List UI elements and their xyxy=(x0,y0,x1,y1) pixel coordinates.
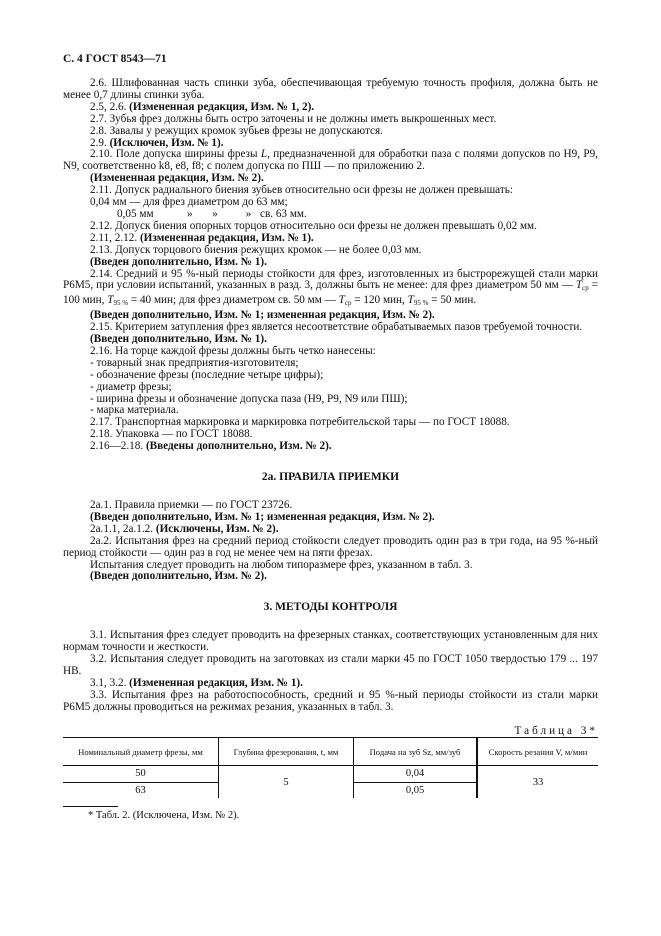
ditto-marks: » » » xyxy=(187,207,252,220)
para-3-1: 3.1. Испытания фрез следует проводить на фрезерных станках, соответствующих установленным для них нормам точности и жесткости. xyxy=(63,629,598,654)
symbol-T: T xyxy=(338,294,345,307)
text: 0,05 мм xyxy=(117,207,154,220)
note-number: 2.16—2.18. xyxy=(90,440,144,453)
note-number: 2.5, 2.6. xyxy=(90,100,127,113)
para-3-3: 3.3. Испытания фрез на работоспособность, средний и 95 %-ный периоды стойкости из стали марки Р6М5 должны проводиться на режимах резания, указанных в табл. 3. xyxy=(63,688,598,713)
table-cell: 63 xyxy=(63,782,219,798)
amendment-note xyxy=(63,441,598,453)
footnote-divider xyxy=(63,806,118,807)
amendment-note xyxy=(63,102,598,114)
subscript: 95 % xyxy=(413,299,429,308)
text: 2.14. Средний и 95 %-ный периоды стойкости для фрез, изготовленных из быстрорежущей стали марки Р6М5, при условии испытаний, указанных в разд. 3, должны быть не менее: для фрез диаметром 50 мм — xyxy=(63,267,598,292)
table-header-row xyxy=(63,738,598,766)
para-2-16: 2.16. На торце каждой фрезы должны быть четко нанесены: xyxy=(90,344,376,357)
para-2-14 xyxy=(63,269,598,311)
para-2-17: 2.17. Транспортная маркировка и маркировка потребительской тары — по ГОСТ 18088. xyxy=(90,416,510,429)
list-item: - диаметр фрезы; xyxy=(90,380,172,393)
text: св. 63 мм. xyxy=(260,207,307,220)
column-header: Глубина фрезерования, t, мм xyxy=(219,738,354,766)
para-2a-2: 2а.2. Испытания фрез на средний период стойкости следует проводить один раз в три года, на 95 %-ный период стойкости — один раз в год не менее чем на пяти фрезах. xyxy=(63,534,598,559)
text: = 40 мин; для фрез диаметром св. 50 мм — xyxy=(128,294,339,307)
column-header: Номинальный диаметр фрезы, мм xyxy=(63,738,219,766)
note-number: 2а.1.1, 2а.1.2. xyxy=(90,522,154,535)
symbol-T: T xyxy=(107,294,114,307)
table-cell: 5 xyxy=(219,766,354,799)
para-2-10 xyxy=(63,149,598,173)
amendment-note xyxy=(63,233,598,245)
para-2a-1-1 xyxy=(63,524,598,536)
para-2-11-a: 0,04 мм — для фрез диаметром до 63 мм; xyxy=(90,196,288,209)
table-cell: 50 xyxy=(63,766,219,783)
table-caption: Таблица 3* xyxy=(514,724,598,737)
note-text: (Введен дополнительно, Изм. № 1). xyxy=(90,255,267,268)
amendment-note xyxy=(63,571,598,583)
para-2-13: 2.13. Допуск торцового биения режущих кромок — не более 0,03 мм. xyxy=(90,243,422,256)
table-cell: 33 xyxy=(532,776,544,788)
footnote: * Табл. 2. (Исключена, Изм. № 2). xyxy=(88,810,240,821)
table-cell: 0,05 xyxy=(354,782,478,798)
page-header: С. 4 ГОСТ 8543—71 xyxy=(63,53,167,65)
subscript: ср xyxy=(582,284,589,293)
document-body xyxy=(63,78,598,738)
section-heading-3: 3. МЕТОДЫ КОНТРОЛЯ xyxy=(263,601,398,614)
para-2a-2-b: Испытания следует проводить на любом типоразмере фрез, указанном в табл. 3. xyxy=(90,558,473,571)
column-header: Скорость резания V, м/мин xyxy=(477,738,598,766)
para-2-6: 2.6. Шлифованная часть спинки зуба, обеспечивающая требуемую точность профиля, должна быть не менее 0,7 длины спинки зуба. xyxy=(63,77,598,101)
para-2-18: 2.18. Упаковка — по ГОСТ 18088. xyxy=(90,428,253,441)
text: , предназначенной для обработки паза с полями допусков по H9, P9, N9, соответственно k8, e8, f8; с полем допуска по ПШ — по приложению 2. xyxy=(63,148,598,173)
cutting-modes-table xyxy=(63,737,598,798)
para-2-8: 2.8. Завалы у режущих кромок зубьев фрезы не допускаются. xyxy=(90,124,383,137)
subscript: ср xyxy=(344,299,352,308)
column-header: Подача на зуб Sz, мм/зуб xyxy=(354,738,478,766)
list-item: - марка материала. xyxy=(90,404,179,417)
note-number: 2.9. xyxy=(90,136,107,149)
section-heading-2a: 2а. ПРАВИЛА ПРИЕМКИ xyxy=(261,471,400,484)
list-item: - обозначение фрезы (последние четыре цифры); xyxy=(90,368,324,381)
subscript: 95 % xyxy=(113,299,129,308)
list-item: - товарный знак предприятия-изготовителя; xyxy=(90,356,299,369)
note-text: (Введен дополнительно, Изм. № 2). xyxy=(90,570,267,583)
note-text: (Введен дополнительно, Изм. № 1; измененная редакция, Изм. № 2). xyxy=(90,309,435,322)
text: = 120 мин, xyxy=(351,294,408,307)
note-text: (Исключены, Изм. № 2). xyxy=(155,522,279,535)
note-text: (Исключен, Изм. № 1). xyxy=(109,136,224,149)
note-text: (Измененная редакция, Изм. № 2). xyxy=(90,172,264,185)
symbol-L: L xyxy=(260,148,268,161)
note-number: 3.1, 3.2. xyxy=(90,676,127,689)
text: 2.10. Поле допуска ширины фрезы xyxy=(90,148,261,161)
text: = 50 мин. xyxy=(428,294,477,307)
note-text: (Введен дополнительно, Изм. № 1; измененная редакция, Изм. № 2). xyxy=(90,510,435,523)
note-text: (Измененная редакция, Изм. № 1). xyxy=(129,676,303,689)
para-2-15: 2.15. Критерием затупления фрез является несоответствие обрабатываемых пазов требуемой точности. xyxy=(90,321,583,334)
amendment-note xyxy=(63,678,598,690)
para-2-11: 2.11. Допуск радиального биения зубьев относительно оси фрезы не должен превышать: xyxy=(90,184,513,197)
para-2a-1: 2а.1. Правила приемки — по ГОСТ 23726. xyxy=(90,499,293,511)
symbol-T: T xyxy=(407,294,414,307)
note-text: (Введен дополнительно, Изм. № 1). xyxy=(90,333,267,346)
note-text: (Измененная редакция, Изм. № 1, 2). xyxy=(129,100,315,113)
note-text: (Измененная редакция, Изм. № 1). xyxy=(139,231,314,244)
para-2-7: 2.7. Зубья фрез должны быть остро заточены и не должны иметь выкрошенных мест. xyxy=(90,112,497,125)
table-row xyxy=(63,766,598,783)
symbol-T: T xyxy=(575,279,583,292)
table-cell: 0,04 xyxy=(354,766,478,783)
note-number: 2.11, 2.12. xyxy=(90,231,138,244)
list-item: - ширина фрезы и обозначение допуска паза (H9, P9, N9 или ПШ); xyxy=(90,392,408,405)
para-3-2: 3.2. Испытания следует проводить на заготовках из стали марки 45 по ГОСТ 1050 твердостью 179 ... 197 НВ. xyxy=(63,653,598,677)
para-2-12: 2.12. Допуск биения опорных торцов относительно оси фрезы не должен превышать 0,02 мм. xyxy=(90,219,537,232)
text: = 100 мин, xyxy=(63,279,598,307)
note-text: (Введены дополнительно, Изм. № 2). xyxy=(145,440,332,453)
